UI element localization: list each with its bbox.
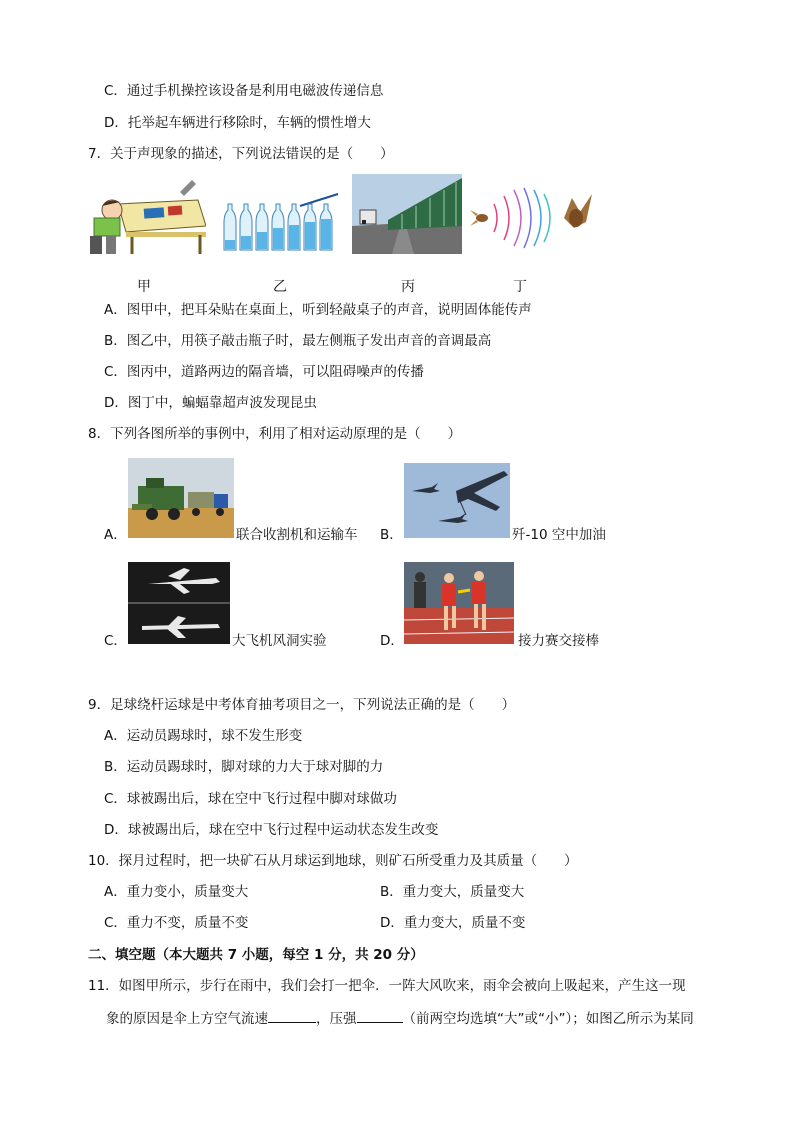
q11-line-2 — [106, 1008, 694, 1028]
q11-line-1: 11．如图甲所示，步行在雨中，我们会打一把伞．一阵大风吹来，雨伞会被向上吸起来，产生这一现 — [88, 978, 686, 994]
caption-yi: 乙 — [273, 279, 287, 295]
photo-wind-tunnel-aircraft — [128, 562, 230, 644]
caption-ding: 丁 — [513, 279, 527, 295]
figure-yi-bottles — [218, 188, 344, 254]
q11-blank-1[interactable] — [268, 1008, 316, 1023]
q11-text-a: 象的原因是伞上方空气流速 — [106, 1011, 268, 1027]
photo-j10-air-refueling — [404, 463, 510, 538]
q10-option-d: D．重力变大，质量不变 — [380, 915, 526, 931]
q10-option-b: B．重力变大，质量变大 — [380, 884, 525, 900]
caption-jia: 甲 — [137, 279, 151, 295]
q7-option-c: C．图丙中，道路两边的隔音墙，可以阻碍噪声的传播 — [104, 364, 424, 380]
q7-stem: 7．关于声现象的描述，下列说法错误的是（ ） — [88, 146, 394, 162]
q11-text-c: （前两空均选填“大”或“小”）；如图乙所示为某同 — [402, 1011, 694, 1027]
q8-b-caption: 歼-10 空中加油 — [512, 527, 606, 543]
photo-relay-baton-exchange — [404, 562, 514, 644]
q8-d-letter: D． — [380, 633, 404, 649]
q8-b-letter: B． — [380, 527, 403, 543]
q8-a-caption: 联合收割机和运输车 — [236, 527, 358, 543]
q7-option-b: B．图乙中，用筷子敲击瓶子时，最左侧瓶子发出声音的音调最高 — [104, 333, 492, 349]
figure-bing-sound-barrier — [352, 174, 462, 254]
q8-d-caption: 接力赛交接棒 — [518, 633, 599, 649]
q9-option-b: B．运动员踢球时，脚对球的力大于球对脚的力 — [104, 759, 384, 775]
photo-harvester-and-truck — [128, 458, 234, 538]
q8-stem: 8．下列各图所举的事例中，利用了相对运动原理的是（ ） — [88, 426, 462, 442]
section-heading-fill-in: 二、填空题（本大题共 7 小题，每空 1 分，共 20 分） — [88, 947, 424, 963]
q8-c-letter: C． — [104, 633, 127, 649]
q9-option-d: D．球被踢出后，球在空中飞行过程中运动状态发生改变 — [104, 822, 439, 838]
q9-stem: 9．足球绕杆运球是中考体育抽考项目之一，下列说法正确的是（ ） — [88, 697, 516, 713]
q10-stem: 10．探月过程时，把一块矿石从月球运到地球，则矿石所受重力及其质量（ ） — [88, 853, 578, 869]
q6-option-d: D．托举起车辆进行移除时，车辆的惯性增大 — [104, 115, 371, 131]
q10-option-c: C．重力不变，质量不变 — [104, 915, 249, 931]
q11-text-b: ，压强 — [316, 1011, 357, 1027]
q8-c-caption: 大飞机风洞实验 — [232, 633, 327, 649]
q9-option-a: A．运动员踢球时，球不发生形变 — [104, 728, 303, 744]
figure-ding-bat-echolocation — [468, 182, 592, 254]
q7-option-d: D．图丁中，蝙蝠靠超声波发现昆虫 — [104, 395, 317, 411]
q8-a-letter: A． — [104, 527, 127, 543]
q6-option-c: C．通过手机操控该设备是利用电磁波传递信息 — [104, 83, 384, 99]
q9-option-c: C．球被踢出后，球在空中飞行过程中脚对球做功 — [104, 791, 397, 807]
q10-option-a: A．重力变小，质量变大 — [104, 884, 249, 900]
figure-jia-ear-on-desk — [88, 178, 206, 254]
q7-option-a: A．图甲中，把耳朵贴在桌面上，听到轻敲桌子的声音，说明固体能传声 — [104, 302, 532, 318]
caption-bing: 丙 — [401, 279, 415, 295]
q11-blank-2[interactable] — [357, 1008, 403, 1023]
